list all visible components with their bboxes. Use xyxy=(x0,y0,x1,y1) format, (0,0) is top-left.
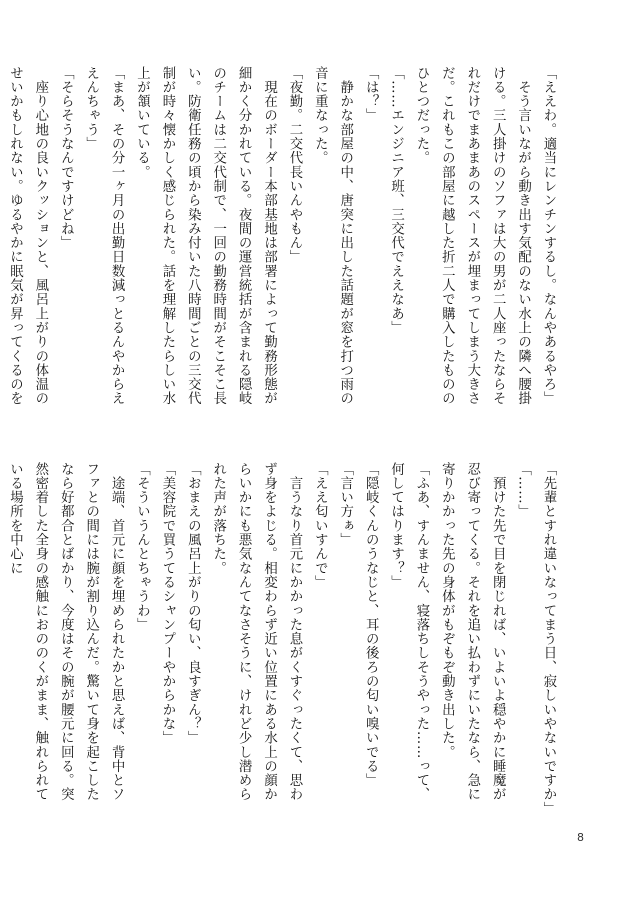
paragraph: 「美容院で買うてるシャンプーやからかな」 xyxy=(159,462,175,745)
paragraph: 預けた先で目を閉じれば、いよいよ穏やかに睡魔が忍び寄ってくる。それを追い払わずにいたなら、急に寄りかかった先の身体がもぞもぞ動き出した。 xyxy=(439,462,506,802)
paragraph: 「先輩とすれ違いなってまう日、寂しいやないですか」 xyxy=(541,462,556,816)
paragraph: 言うなり首元にかかった息がくすぐったくて、思わず身をよじる。相変わらず近い位置にある水上の顔からいかにも悪気なんてなさそうに、けれど少し潜められた声が落ちた。 xyxy=(210,462,302,802)
upper-text-block xyxy=(7,66,561,418)
paragraph: 「夜勤。二交代長いんやもん」 xyxy=(286,66,302,265)
paragraph: 「そらそうなんですけどね」 xyxy=(58,66,74,250)
paragraph: 「ええ匂いすんで」 xyxy=(312,462,328,590)
paragraph: 「ふあ、すんません、寝落ちしそうやった……って、何してはります？」 xyxy=(388,462,429,802)
paragraph: 「おまえの風呂上がりの匂い、良すぎん？」 xyxy=(185,462,201,745)
paragraph: 「隠岐くんのうなじと、耳の後ろの匂い嗅いでる」 xyxy=(363,462,379,788)
paragraph: 「……」 xyxy=(515,462,531,519)
paragraph: 「ええわ。適当にレンチンするし。なんやあるやろ」 xyxy=(541,66,556,406)
paragraph: そう言いながら動き出す気配のない水上の隣へ腰掛ける。三人掛けのソファは大の男が二人座ったならそれだけでまあまあのスペースが埋まってしまう大きさだ。これもこの部屋に越した折二人で購入したもののひとつだった。 xyxy=(413,66,531,406)
paragraph: 静かな部屋の中、唐突に出した話題が窓を打つ雨の音に重なった。 xyxy=(312,66,353,406)
lower-text-block xyxy=(7,462,561,816)
paragraph: 座り心地の良いクッションと、風呂上がりの体温のせいかもしれない。ゆるやかに眠気が昇ってくるのを xyxy=(7,66,48,406)
paragraph: 途端、首元に顔を埋められたかと思えば、背中とソファとの間には腕が割り込んだ。驚いて身を起こしたなら好都合とばかり、今度はその腕が腰元に回る。突然密着した全身の感触におののくがまま、触れられている場所を中心に xyxy=(7,462,125,802)
paragraph: 「……エンジニア班、三交代でええなあ」 xyxy=(388,66,404,335)
paragraph: 「まあ、その分一ヶ月の出勤日数減っとるんやからええんちゃう」 xyxy=(83,66,125,406)
page-number: 8 xyxy=(577,831,584,844)
paragraph: 「は？」 xyxy=(363,66,379,123)
paragraph: 「言い方ぁ」 xyxy=(337,462,353,547)
paragraph: 「そういうんとちゃうわ」 xyxy=(134,462,150,632)
paragraph: 現在のボーダー本部基地は部署によって勤務形態が細かく分かれている。夜間の運営統括が含まれる隠岐のチームは二交代制で、一回の勤務時間がそこそこ長い。防衛任務の頃から染み付いた八時間ごとの三交代制が時々懐かしく感じられた。話を理解したらしい水上が頷いている。 xyxy=(134,66,277,406)
